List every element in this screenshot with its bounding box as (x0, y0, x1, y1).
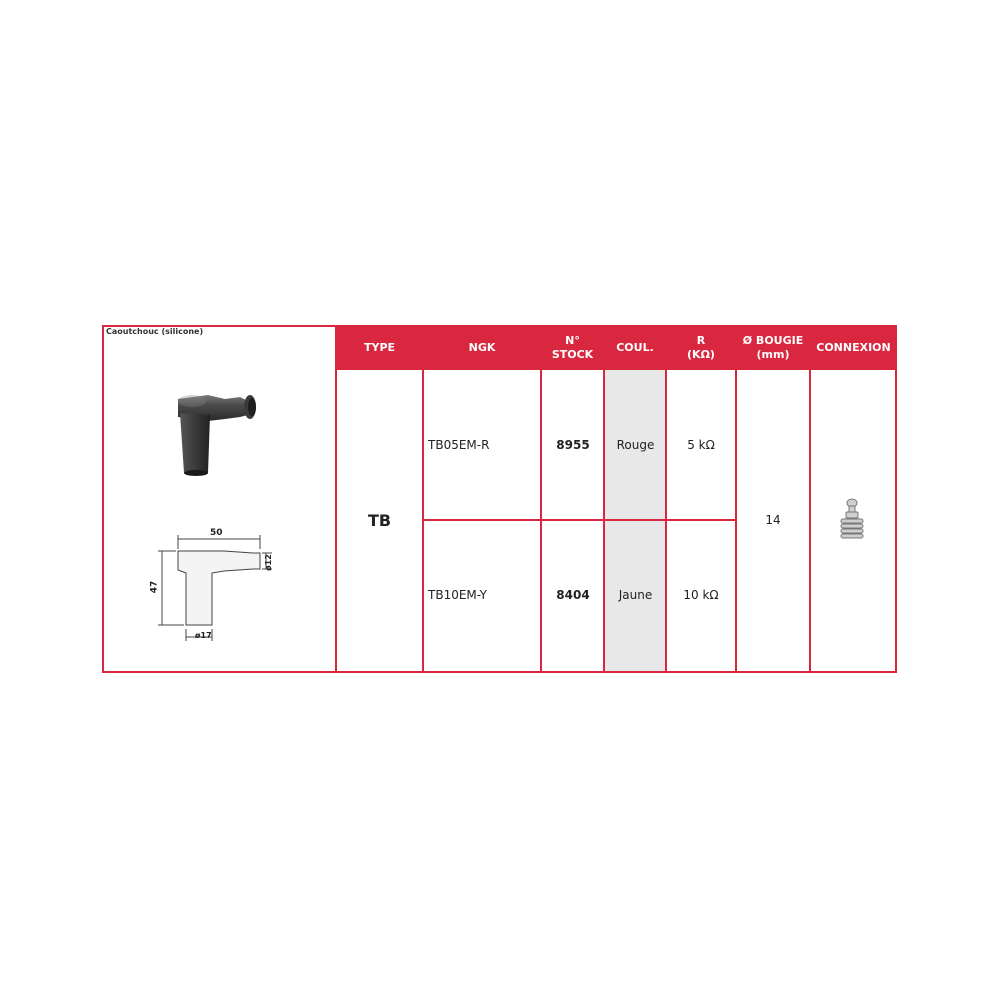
grid-line (735, 325, 737, 673)
spark-plug-boot-image (170, 385, 270, 477)
header-coul: COUL. (604, 325, 666, 370)
type-value: TB (367, 510, 392, 530)
row1-r: 5 kΩ (687, 438, 715, 452)
header-stock-line1: N° (565, 333, 580, 347)
header-r-line2: (KΩ) (687, 347, 715, 361)
dimension-width-label: 50 (210, 528, 223, 538)
row2-stock: 8404 (556, 588, 590, 602)
terminal-connector-icon (838, 498, 866, 542)
dimension-height-label: 47 (149, 580, 160, 594)
header-bougie-line2: (mm) (756, 347, 790, 361)
header-ngk: NGK (423, 325, 541, 370)
row2-coul: Jaune (618, 588, 653, 602)
product-title: Caoutchouc (silicone) (106, 327, 204, 336)
header-stock-line2: STOCK (551, 347, 594, 361)
row2-ngk: TB10EM-Y (428, 588, 488, 602)
row1-stock: 8955 (556, 438, 590, 452)
header-r-line1: R (696, 333, 706, 347)
row-separator (422, 519, 737, 521)
grid-line (335, 325, 337, 673)
row1-coul: Rouge (616, 438, 655, 452)
dimension-drawing (148, 525, 278, 650)
dimension-tip-label: ø12 (263, 554, 273, 571)
grid-line (665, 325, 667, 673)
header-type: TYPE (336, 325, 423, 370)
grid-line (422, 325, 424, 673)
row2-r: 10 kΩ (683, 588, 719, 602)
header-bougie-line1: Ø BOUGIE (742, 333, 804, 347)
grid-line (540, 325, 542, 673)
bougie-value: 14 (765, 513, 781, 527)
grid-line (809, 325, 811, 673)
header-connexion: CONNEXION (810, 325, 897, 370)
dimension-base-label: ø17 (195, 631, 212, 640)
row1-ngk: TB05EM-R (428, 438, 490, 452)
grid-line (603, 325, 605, 673)
